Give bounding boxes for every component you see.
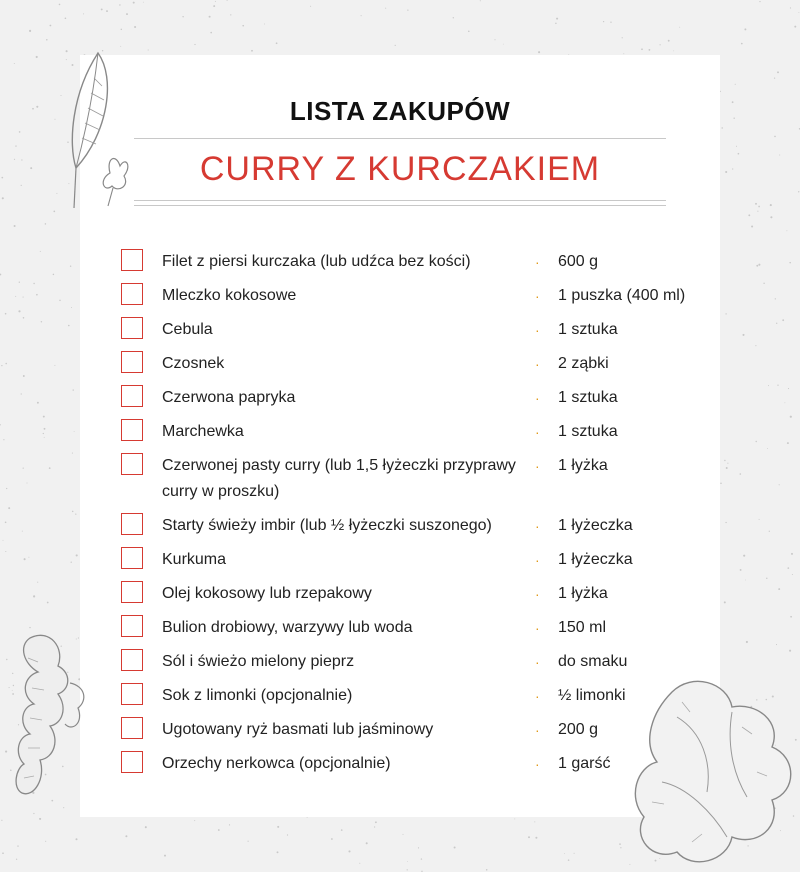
ingredient-name: Sok z limonki (opcjonalnie): [162, 687, 353, 704]
ingredient-name: Sól i świeżo mielony pieprz: [162, 653, 355, 670]
recipe-title: CURRY Z KURCZAKIEM: [199, 150, 601, 188]
ingredient-checkbox[interactable]: [121, 547, 143, 569]
ingredient-checkbox[interactable]: [121, 453, 143, 475]
ingredient-quantity: 1 puszka (400 ml): [558, 287, 686, 304]
ginger-illustration-left-icon: [10, 628, 90, 808]
ingredient-name: Czerwonej pasty curry (lub 1,5 łyżeczki przyprawy curry w proszku): [162, 457, 516, 500]
ingredient-checkbox[interactable]: [121, 249, 143, 271]
ingredient-name: Czerwona papryka: [162, 389, 296, 406]
bullet-separator: ·: [535, 356, 540, 372]
ingredient-quantity: 150 ml: [558, 619, 607, 636]
ingredient-quantity: 200 g: [558, 721, 599, 738]
bullet-separator: ·: [535, 518, 540, 534]
ingredient-quantity: 1 łyżka: [558, 585, 608, 602]
bullet-separator: ·: [535, 254, 540, 270]
ingredient-name: Filet z piersi kurczaka (lub udźca bez kości): [162, 253, 471, 270]
ingredient-quantity: 1 sztuka: [558, 423, 618, 440]
bullet-separator: ·: [535, 688, 540, 704]
ginger-illustration-right-icon: [632, 672, 800, 872]
ingredient-quantity: 1 łyżeczka: [558, 551, 633, 568]
bullet-separator: ·: [535, 390, 540, 406]
ingredient-checkbox[interactable]: [121, 615, 143, 637]
bullet-separator: ·: [535, 288, 540, 304]
bullet-separator: ·: [535, 654, 540, 670]
ingredient-quantity: do smaku: [558, 653, 628, 670]
ingredient-quantity: 1 łyżka: [558, 457, 608, 474]
ingredient-quantity: 2 ząbki: [558, 355, 609, 372]
ingredient-quantity: 1 sztuka: [558, 321, 618, 338]
bullet-separator: ·: [535, 620, 540, 636]
ingredient-checkbox[interactable]: [121, 751, 143, 773]
ingredient-checkbox[interactable]: [121, 717, 143, 739]
ingredient-checkbox[interactable]: [121, 649, 143, 671]
ingredient-name: Cebula: [162, 321, 213, 338]
ingredient-checkbox[interactable]: [121, 513, 143, 535]
bullet-separator: ·: [535, 552, 540, 568]
bullet-separator: ·: [535, 424, 540, 440]
ingredient-name: Starty świeży imbir (lub ½ łyżeczki suszonego): [162, 517, 492, 534]
ingredient-quantity: 1 garść: [558, 755, 611, 772]
ingredient-checkbox[interactable]: [121, 385, 143, 407]
title-divider-bottom: [134, 200, 666, 201]
ingredient-quantity: ½ limonki: [558, 687, 626, 704]
ingredient-name: Olej kokosowy lub rzepakowy: [162, 585, 372, 602]
ingredient-quantity: 1 sztuka: [558, 389, 618, 406]
title-divider-top: [134, 138, 666, 139]
bullet-separator: ·: [535, 458, 540, 474]
ingredient-checkbox[interactable]: [121, 683, 143, 705]
title-divider-bottom-2: [134, 205, 666, 206]
ingredient-checkbox[interactable]: [121, 317, 143, 339]
ingredient-quantity: 1 łyżeczka: [558, 517, 633, 534]
ingredient-name: Bulion drobiowy, warzywy lub woda: [162, 619, 413, 636]
ingredient-name: Marchewka: [162, 423, 244, 440]
ingredient-checkbox[interactable]: [121, 283, 143, 305]
bullet-separator: ·: [535, 722, 540, 738]
ingredient-name: Orzechy nerkowca (opcjonalnie): [162, 755, 391, 772]
bullet-separator: ·: [535, 322, 540, 338]
bullet-separator: ·: [535, 756, 540, 772]
ingredient-checkbox[interactable]: [121, 351, 143, 373]
ingredient-checkbox[interactable]: [121, 581, 143, 603]
ingredient-name: Ugotowany ryż basmati lub jaśminowy: [162, 721, 434, 738]
ingredient-name: Czosnek: [162, 355, 225, 372]
ingredient-name: Mleczko kokosowe: [162, 287, 297, 304]
ingredient-checkbox[interactable]: [121, 419, 143, 441]
ingredient-quantity: 600 g: [558, 253, 599, 270]
page-title: LISTA ZAKUPÓW: [289, 96, 511, 126]
bullet-separator: ·: [535, 586, 540, 602]
ingredient-name: Kurkuma: [162, 551, 227, 568]
